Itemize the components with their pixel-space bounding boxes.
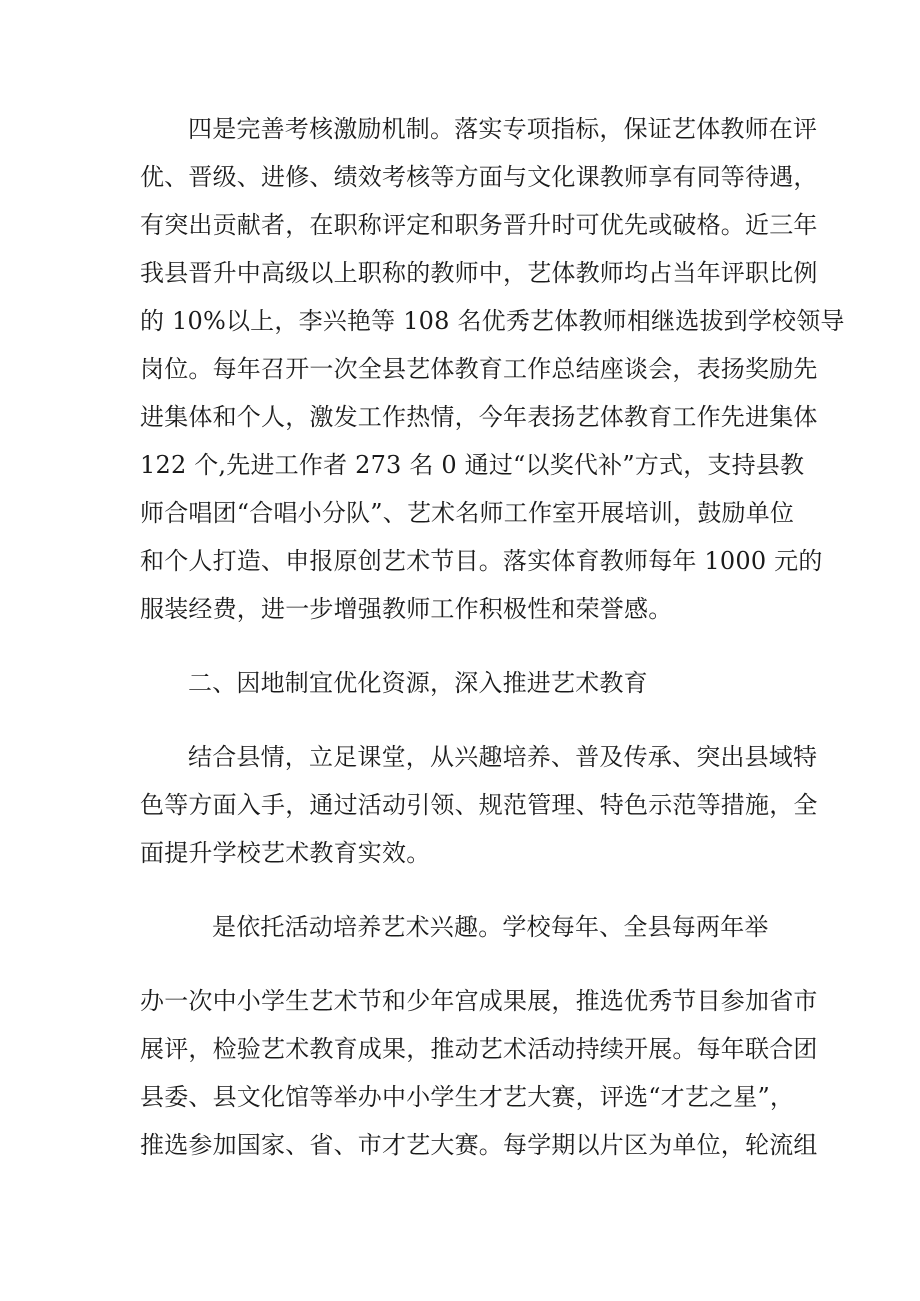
text-line: 师合唱团“合唱小分队”、艺术名师工作室开展培训，鼓励单位 [140, 499, 795, 527]
section-heading: 二、因地制宜优化资源，深入推进艺术教育 [188, 669, 648, 697]
text-line: 县委、县文化馆等举办中小学生才艺大赛，评选“才艺之星”， [140, 1083, 795, 1111]
text-line: 服装经费，进一步增强教师工作积极性和荣誉感。 [140, 595, 673, 623]
text-line: 优、晋级、进修、绩效考核等方面与文化课教师享有同等待遇， [140, 163, 818, 191]
text-line: 我县晋升中高级以上职称的教师中，艺体教师均占当年评职比例 [140, 259, 818, 287]
text-line: 办一次中小学生艺术节和少年宫成果展，推选优秀节目参加省市 [140, 987, 818, 1015]
text-line: 四是完善考核激励机制。落实专项指标，保证艺体教师在评 [188, 115, 818, 143]
text-line: 122 个,先进工作者 273 名 0 通过“以奖代补”方式，支持县教 [140, 451, 805, 479]
text-line: 和个人打造、申报原创艺术节目。落实体育教师每年 1000 元的 [140, 547, 823, 575]
text-line: 面提升学校艺术教育实效。 [140, 839, 431, 867]
text-line: 进集体和个人，激发工作热情，今年表扬艺体教育工作先进集体 [140, 403, 818, 431]
text-line: 结合县情，立足课堂，从兴趣培养、普及传承、突出县域特 [188, 743, 818, 771]
text-line: 岗位。每年召开一次全县艺体教育工作总结座谈会，表扬奖励先 [140, 355, 818, 383]
text-line: 有突出贡献者，在职称评定和职务晋升时可优先或破格。近三年 [140, 211, 818, 239]
text-line: 的 10%以上，李兴艳等 108 名优秀艺体教师相继选拔到学校领导 [140, 307, 845, 335]
text-line: 是依托活动培养艺术兴趣。学校每年、全县每两年举 [212, 913, 769, 941]
text-line: 色等方面入手，通过活动引领、规范管理、特色示范等措施，全 [140, 791, 818, 819]
text-line: 推选参加国家、省、市才艺大赛。每学期以片区为单位，轮流组 [140, 1131, 818, 1159]
text-line: 展评，检验艺术教育成果，推动艺术活动持续开展。每年联合团 [140, 1035, 818, 1063]
